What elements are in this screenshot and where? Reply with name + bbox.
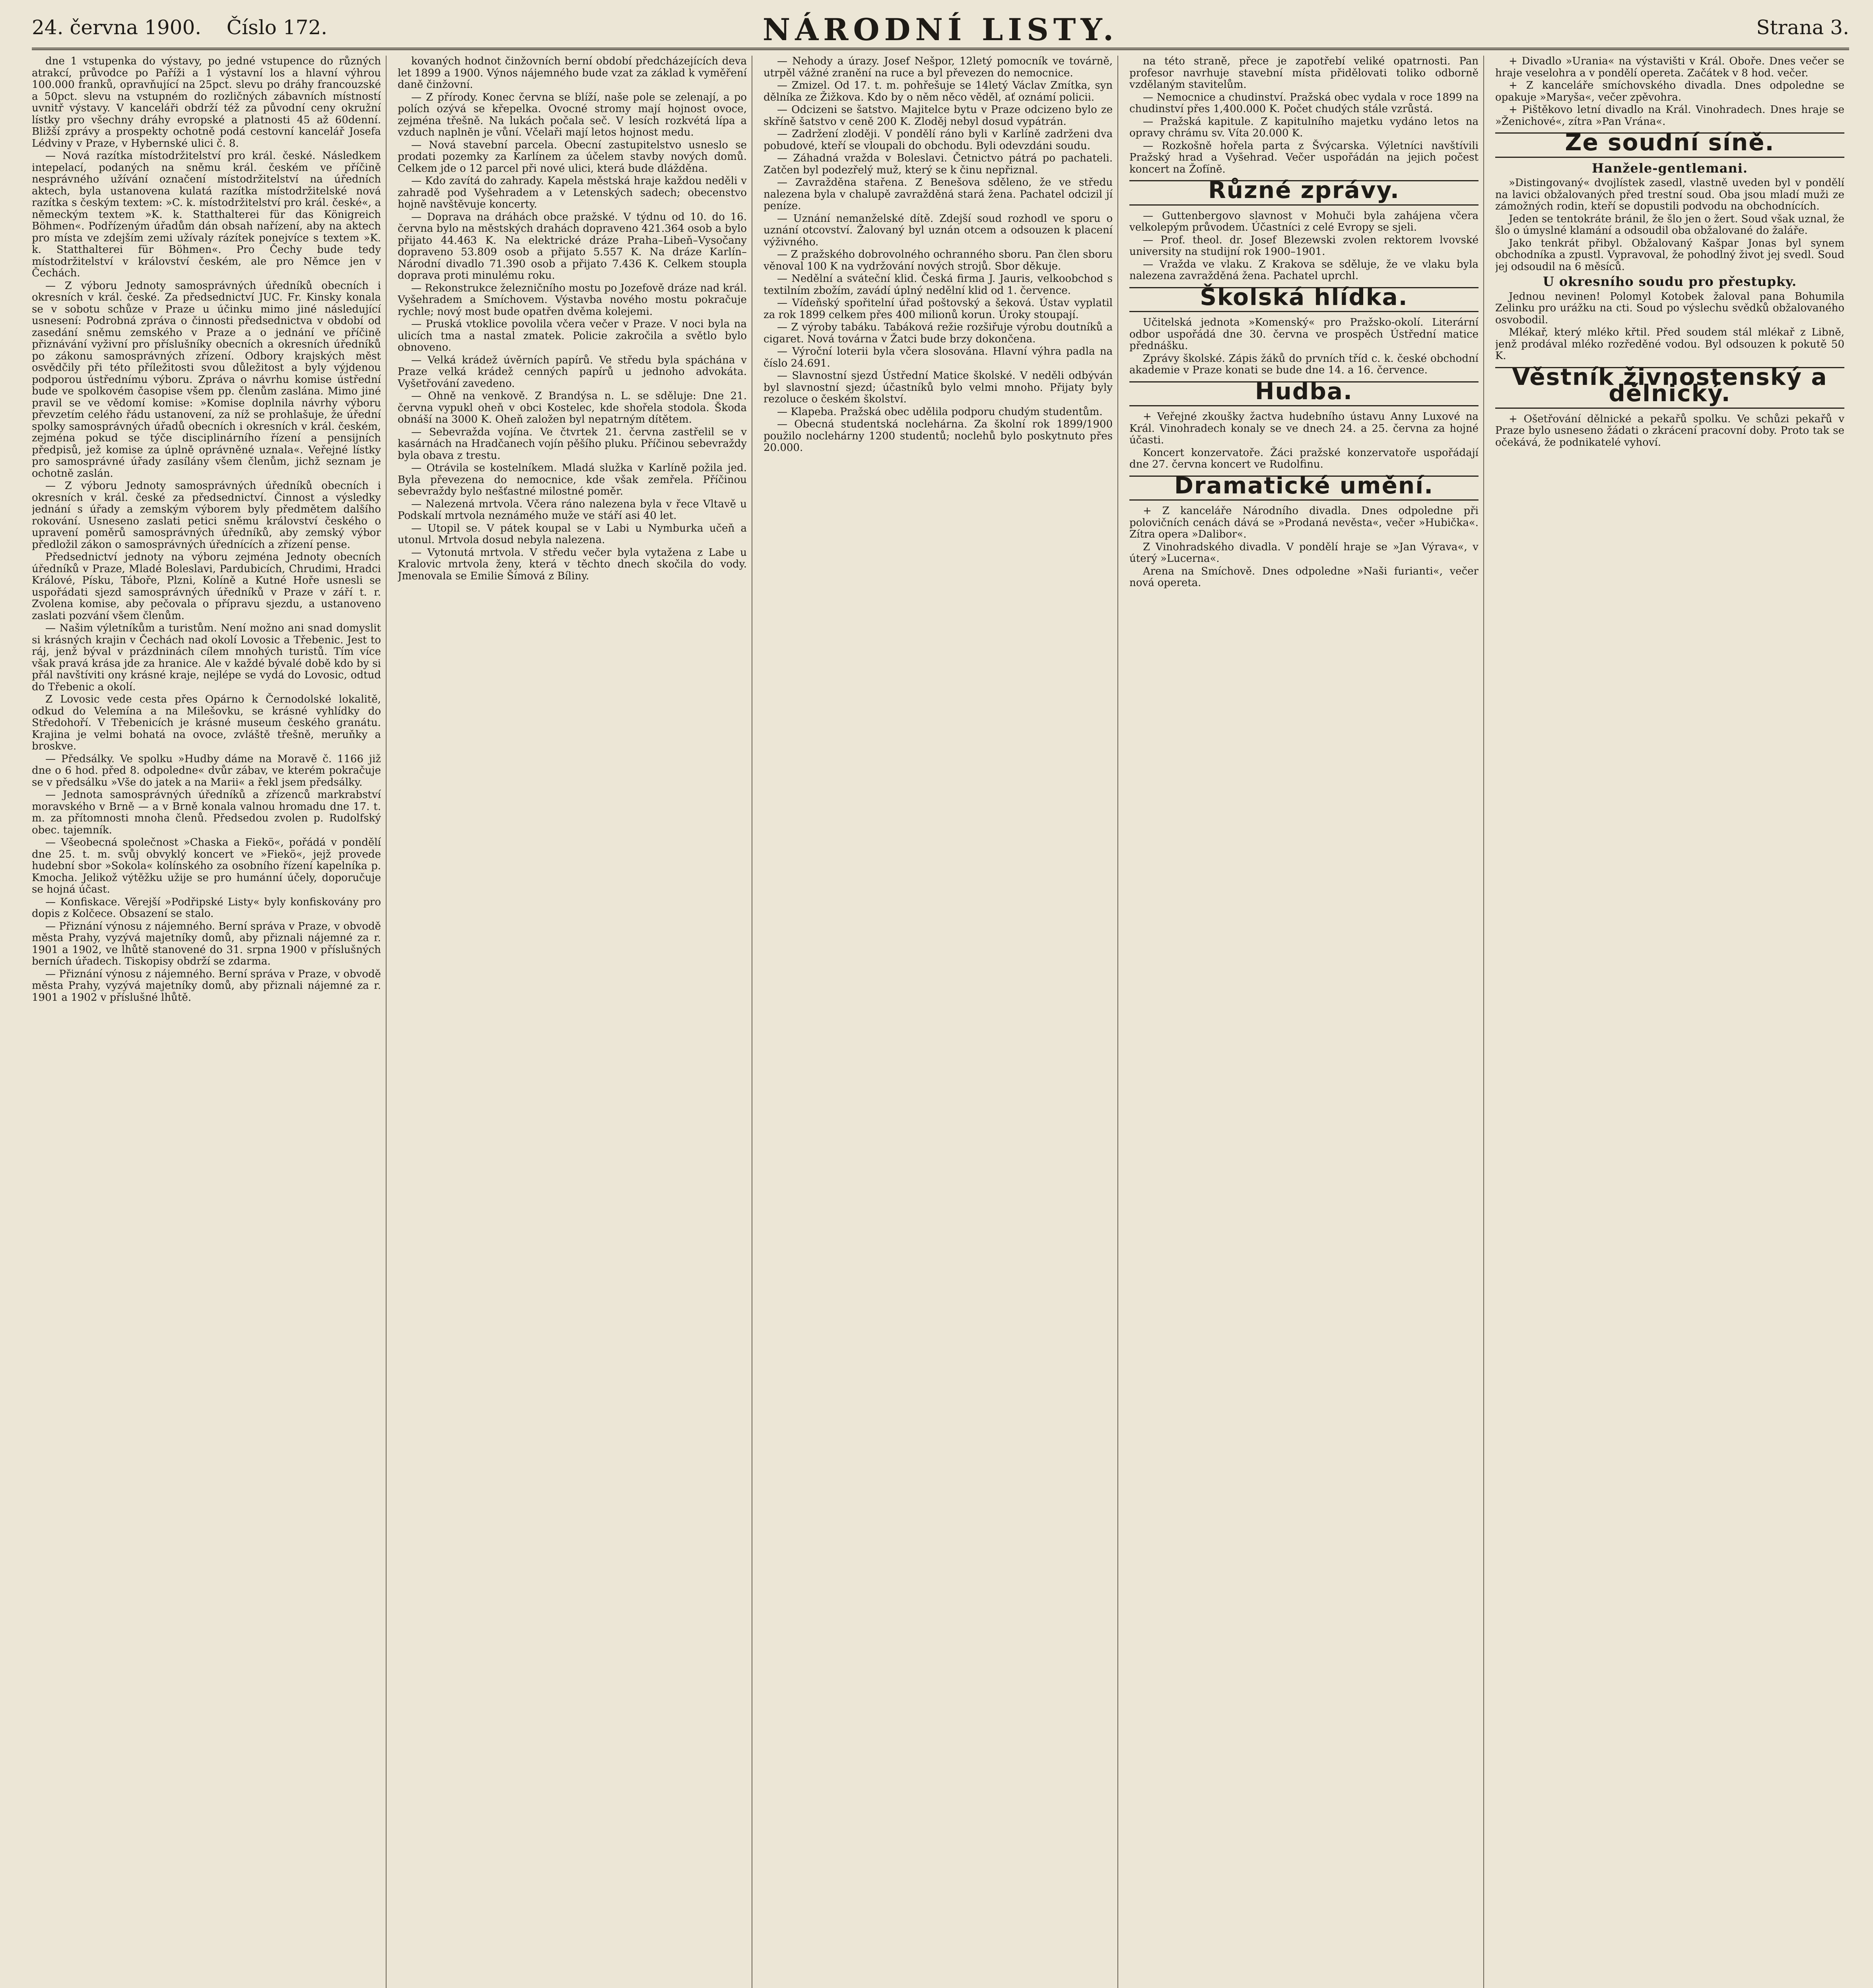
article-paragraph: — Nalezená mrtvola. Včera ráno nalezena byla v řece Vltavě u Podskalí mrtvola neznámého muže ve stáří asi 40 let. xyxy=(398,498,747,522)
article-paragraph: — Záhadná vražda v Boleslavi. Četnictvo pátrá po pachateli. Zatčen byl podezřelý muž, který se k činu nepřiznal. xyxy=(764,152,1113,176)
issue-number: Číslo 172. xyxy=(226,16,328,39)
article-paragraph: — Nemocnice a chudinství. Pražská obec vydala v roce 1899 na chudinství přes 1,400.000 K. Počet chudých stále vzrůstá. xyxy=(1129,91,1479,115)
section-heading xyxy=(1495,363,1844,409)
article-paragraph: — Vytonutá mrtvola. V středu večer byla vytažena z Labe u Kralovic mrtvola ženy, která v těchto dnech skočila do vody. Jmenovala se Emilie Šímová z Bíliny. xyxy=(398,546,747,582)
article-paragraph: + Divadlo »Urania« na výstavišti v Král. Oboře. Dnes večer se hraje veselohra a v pondělí opereta. Začátek v 8 hod. večer. xyxy=(1495,56,1844,79)
article-paragraph: + Ošetřování dělnické a pekařů spolku. Ve schůzi pekařů v Praze bylo usneseno žádati o zkrácení pracovní doby. Proto tak se očekává, že podnikatelé vyhoví. xyxy=(1495,413,1844,448)
article-paragraph: — Velká krádež úvěrních papírů. Ve středu byla spáchána v Praze velká krádež cenných papírů u jednoho advokáta. Vyšetřování zavedeno. xyxy=(398,354,747,390)
article-paragraph: Arena na Smíchově. Dnes odpoledne »Naši furianti«, večer nová opereta. xyxy=(1129,565,1479,589)
article-paragraph: — Obecná studentská noclehárna. Za školní rok 1899/1900 použilo noclehárny 1200 studentů; noclehů bylo poskytnuto přes 20.000. xyxy=(764,418,1113,454)
article-paragraph: — Vražda ve vlaku. Z Krakova se sděluje, že ve vlaku byla nalezena zavražděná žena. Pachatel uprchl. xyxy=(1129,258,1479,282)
article-paragraph: + Z kanceláře Národního divadla. Dnes odpoledne při polovičních cenách dává se »Prodaná nevěsta«, večer »Hubička«. Zítra opera »Dalibor«. xyxy=(1129,505,1479,540)
article-subheading: U okresního soudu pro přestupky. xyxy=(1543,274,1797,289)
article-paragraph: Mlékař, který mléko křtil. Před soudem stál mlékař z Libně, jenž prodával mléko rozředěné vodou. Byl odsouzen k pokutě 50 K. xyxy=(1495,326,1844,362)
newspaper-title: NÁRODNÍ LISTY. xyxy=(762,12,1119,47)
article-paragraph: — Zmizel. Od 17. t. m. pohřešuje se 14letý Václav Zmítka, syn dělníka ze Žižkova. Kdo by o něm něco věděl, ať oznámí policii. xyxy=(764,80,1113,103)
article-paragraph: Zprávy školské. Zápis žáků do prvních tříd c. k. české obchodní akademie v Praze konati se bude dne 14. a 16. července. xyxy=(1129,352,1479,376)
article-paragraph: — Rekonstrukce železničního mostu po Jozefově dráze nad král. Vyšehradem a Smíchovem. Výstavba nového mostu pokračuje rychle; nový most bude opatřen dvěma kolejemi. xyxy=(398,282,747,318)
column-2 xyxy=(398,56,752,1988)
article-paragraph: + Veřejné zkoušky žactva hudebního ústavu Anny Luxové na Král. Vinohradech konaly se ve dnech 24. a 25. června za hojné účasti. xyxy=(1129,411,1479,446)
article-paragraph: — Nedělní a sváteční klid. Česká firma J. Jauris, velkoobchod s textilním zbožím, zavádí úplný nedělní klid od 1. července. xyxy=(764,273,1113,297)
article-paragraph: — Sebevražda vojína. Ve čtvrtek 21. června zastřelil se v kasárnách na Hradčanech vojín pěšího pluku. Příčinou sebevraždy byla obava z trestu. xyxy=(398,426,747,462)
section-heading-text: Věstník živnostenský a dělnický. xyxy=(1512,363,1828,407)
article-paragraph: Jako tenkrát přibyl. Obžalovaný Kašpar Jonas byl synem obchodníka a zpustl. Vypravoval, že pohodlný život jej svedl. Soud jej odsoudil na 6 měsíců. xyxy=(1495,237,1844,273)
article-paragraph: Učitelská jednota »Komenský« pro Pražsko-okolí. Literární odbor uspořádá dne 30. června ve prospěch Ústřední matice přednášku. xyxy=(1129,316,1479,352)
article-paragraph: — Z pražského dobrovolného ochranného sboru. Pan člen sboru věnoval 100 K na vydržování nových strojů. Sbor děkuje. xyxy=(764,248,1113,272)
article-paragraph: — Jednota samosprávných úředníků a zřízenců markrabství moravského v Brně — a v Brně konala valnou hromadu dne 17. t. m. za přítomnosti mnoha členů. Předsedou zvolen p. Rudolfský obec. tajemník. xyxy=(32,789,381,836)
article-paragraph: Koncert konzervatoře. Žáci pražské konzervatoře uspořádají dne 27. června koncert ve Rudolfinu. xyxy=(1129,447,1479,470)
column-3 xyxy=(764,56,1118,1988)
section-heading xyxy=(1129,377,1479,407)
section-heading-text: Ze soudní síně. xyxy=(1565,129,1775,156)
article-paragraph: Z Vinohradského divadla. V pondělí hraje se »Jan Výrava«, v úterý »Lucerna«. xyxy=(1129,541,1479,565)
article-subheading: Hanžele-gentlemani. xyxy=(1591,160,1748,176)
page-number: Strana 3. xyxy=(1756,16,1849,39)
article-paragraph: — Přiznání výnosu z nájemného. Berní správa v Praze, v obvodě města Prahy, vyzývá majetníky domů, aby přiznali nájemné za r. 1901 a 1902 v příslušné lhůtě. xyxy=(32,968,381,1004)
article-paragraph: Předsednictví jednoty na výboru zejména Jednoty obecních úředníků v Praze, Mladé Boleslavi, Pardubicích, Chrudimi, Hradci Králové, Písku, Táboře, Plzni, Kolíně a Kutné Hoře usnesli se uspořádati sjezd samosprávných úředníků v Praze v září t. r. Zvolena komise, aby pečovala o přípravu sjezdu, a ustanoveno zaslati pozvání všem členům. xyxy=(32,551,381,622)
section-heading-text: Školská hlídka. xyxy=(1200,283,1408,311)
article-paragraph: — Z výboru Jednoty samosprávných úředníků obecních i okresních v král. české. Za předsednictví JUC. Fr. Kinsky konala se v sobotu schůze v Praze u účinku mimo jiné následující usnesení: Podrobná zpráva o činnosti předsednictva v období od zasedání sněmu zemského v Praze a o jednání ve příčině přiznávání vyživní pro příslušníky obecních a okresních úředníků po zákonu samosprávných zřízení. Odbory krajských měst osvědčily při této příležitosti svou důležitost a byly výjdenou podporou ústřednímu výboru. Zpráva o návrhu komise ústřední bude ve spolkovém časopise všem pp. členům zaslána. Mimo jiné pravil se ve vědomí komise: »Komise doplnila návrhy výboru převzetím celého řádu ustanovení, za níž se prohlašuje, že úřední spolky samosprávných úřadů obecních i okresních v král. českém, zejména pokud se týče disciplinárního řízení a pensijních předpisů, jež komise za úplně oprávněné uznala«. Veřejné lístky pro samosprávné úřady zasílány všem členům, jichž seznam je ochotně zaslán. xyxy=(32,280,381,480)
article-paragraph: — Našim výletníkům a turistům. Není možno ani snad domyslit si krásných krajin v Čechách nad okolí Lovosic a Třebenic. Jest to ráj, jenž býval v prázdninách cílem mnohých turistů. Tím více však pravá krása jde za hranice. Ale v každé bývalé době kdo by si přál navštíviti ony krásné kraje, nejlépe se vydá do Lovosic, odtud do Třebenic a okolí. xyxy=(32,622,381,693)
date-text: 24. června 1900. xyxy=(32,16,202,39)
article-paragraph: — Všeobecná společnost »Chaska a Fiekö«, pořádá v pondělí dne 25. t. m. svůj obvyklý koncert ve »Fiekö«, jejž provede hudební sbor »Sokola« kolínského za osobního řízení kapelníka p. Kmocha. Jelikož výtěžku užije se pro humánní účely, doporučuje se hojná účast. xyxy=(32,837,381,895)
article-paragraph: — Předsálky. Ve spolku »Hudby dáme na Moravě č. 1166 již dne o 6 hod. před 8. odpoledne« dvůr zábav, ve kterém pokračuje se v předsálku »Vše do jatek a na Marii« a řekl jsem předsálky. xyxy=(32,753,381,788)
article-paragraph: — Uznání nemanželské dítě. Zdejší soud rozhodl ve sporu o uznání otcovství. Žalovaný byl uznán otcem a odsouzen k placení výživného. xyxy=(764,212,1113,248)
section-heading-text: Různé zprávy. xyxy=(1208,177,1400,204)
article-paragraph: Jednou nevinen! Polomyl Kotobek žaloval pana Bohumila Zelinku pro urážku na cti. Soud po výslechu svědků obžalovaného osvobodil. xyxy=(1495,290,1844,326)
section-heading-text: Dramatické umění. xyxy=(1174,472,1434,499)
article-paragraph: + Pištěkovo letní divadlo na Král. Vinohradech. Dnes hraje se »Ženichové«, zítra »Pan Vrána«. xyxy=(1495,104,1844,128)
column-1 xyxy=(32,56,387,1988)
article-paragraph: »Distingovaný« dvojlístek zasedl, vlastně uveden byl v pondělí na lavici obžalovaných před trestní soud. Oba jsou mladí muži ze zámožných rodin, kteří se dopustili podvodu na obchodnících. xyxy=(1495,177,1844,212)
article-paragraph: — Odcizeni se šatstvo. Majitelce bytu v Praze odcizeno bylo ze skříně šatstvo v ceně 200 K. Zloděj nebyl dosud vypátrán. xyxy=(764,104,1113,128)
article-paragraph: — Nová razítka místodržitelství pro král. české. Následkem intepelací, podaných na sněmu král. českém ve příčině nesprávného užívání označení místodržitelství na úředních aktech, byla ustanovena kulatá razítka místodržitelské nová razítka s českým textem: »C. k. místodržitelství pro král. české«, a německým textem »K. k. Statthalterei für das Königreich Böhmen«. Podřízeným úřadům dán obsah nařízení, aby na aktech pro místa ve zdejším zemi užívaly rázítek ponejvíce s textem »K. k. Statthalterei für Böhmen«. Pro Čechy bude tedy místodržitelství v království českém, ale pro Němce jen v Čechách. xyxy=(32,150,381,279)
article-paragraph: — Zadržení zloději. V pondělí ráno byli v Karlíně zadrženi dva pobudové, kteří se vloupali do obchodu. Byli odevzdáni soudu. xyxy=(764,128,1113,152)
article-paragraph: — Prof. theol. dr. Josef Blezewski zvolen rektorem lvovské university na studijní rok 1900–1901. xyxy=(1129,234,1479,258)
article-paragraph: — Konfiskace. Věrejší »Podřipské Listy« byly konfiskovány pro dopis z Kolčece. Obsazení se stalo. xyxy=(32,896,381,920)
article-paragraph: — Výroční loterii byla včera slosována. Hlavní výhra padla na číslo 24.691. xyxy=(764,346,1113,369)
column-4 xyxy=(1129,56,1484,1988)
article-paragraph: na této straně, přece je zapotřebí veliké opatrnosti. Pan profesor navrhuje stavební místa přidělovati toliko odborně vzdělaným stavitelům. xyxy=(1129,56,1479,91)
article-paragraph: — Otrávila se kostelníkem. Mladá služka v Karlíně požila jed. Byla převezena do nemocnice, kde však zemřela. Příčinou sebevraždy bylo nešťastné milostné poměr. xyxy=(398,462,747,497)
article-paragraph: Jeden se tentokráte bránil, že šlo jen o žert. Soud však uznal, že šlo o úmyslné klamání a odsoudil oba obžalované do žaláře. xyxy=(1495,213,1844,237)
article-paragraph: — Guttenbergovo slavnost v Mohuči byla zahájena včera velkolepým průvodem. Účastníci z celé Evropy se sjeli. xyxy=(1129,210,1479,233)
article-paragraph: — Kdo zavítá do zahrady. Kapela městská hraje každou neděli v zahradě pod Vyšehradem a v Letenských sadech; obecenstvo hojně navštěvuje koncerty. xyxy=(398,175,747,210)
section-heading xyxy=(1129,472,1479,501)
column-5 xyxy=(1495,56,1849,1988)
section-heading xyxy=(1129,283,1479,313)
article-paragraph: — Vídeňský spořitelní úřad poštovský a šeková. Ústav vyplatil za rok 1899 celkem přes 400 milionů korun. Úroky stoupají. xyxy=(764,297,1113,321)
article-paragraph: — Pražská kapitule. Z kapitulního majetku vydáno letos na opravy chrámu sv. Víta 20.000 K. xyxy=(1129,115,1479,139)
article-paragraph: — Ohně na venkově. Z Brandýsa n. L. se sděluje: Dne 21. června vypukl oheň v obci Kostelec, kde shořela stodola. Škoda obnáší na 3000 K. Oheň založen byl nepatrným dítětem. xyxy=(398,390,747,425)
article-paragraph: — Rozkošně hořela parta z Švýcarska. Výletníci navštívili Pražský hrad a Vyšehrad. Večer uspořádán na jejich počest koncert na Žofíně. xyxy=(1129,140,1479,175)
article-paragraph: + Z kanceláře smíchovského divadla. Dnes odpoledne se opakuje »Maryša«, večer zpěvohra. xyxy=(1495,80,1844,103)
article-paragraph: — Klapeba. Pražská obec udělila podporu chudým studentům. xyxy=(777,406,1103,418)
article-paragraph: — Přiznání výnosu z nájemného. Berní správa v Praze, v obvodě města Prahy, vyzývá majetníky domů, aby přiznali nájemné za r. 1901 a 1902, ve lhůtě stanovené do 31. srpna 1900 v příslušných berních úřadech. Tiskopisy obdrží se zdarma. xyxy=(32,920,381,967)
article-paragraph: kovaných hodnot činžovních berní období předcházejících deva let 1899 a 1900. Výnos nájemného bude vzat za základ k vyměření daně činžovní. xyxy=(398,56,747,91)
article-paragraph: — Slavnostní sjezd Ústřední Matice školské. V neděli odbýván byl slavnostní sjezd; účastníků bylo velmi mnoho. Přijaty byly rezoluce o českém školství. xyxy=(764,370,1113,405)
article-paragraph: dne 1 vstupenka do výstavy, po jedné vstupence do různých atrakcí, průvodce po Paříži a 1 výstavní los a hlavní výhrou 100.000 franků, opravňující na 25pct. slevu po dráhy francouzské a 50pct. slevu na vstupném do rozličných zábavních místností uvnitř výstavy. V kanceláři obdrží též za původní ceny okružní lístky pro všechny dráhy evropské a platnosti 45 až 60denní. Bližší zprávy a prospekty ochotně podá cestovní kancelář Josefa Lédviny v Praze, v Hybernské ulici č. 8. xyxy=(32,56,381,149)
article-paragraph: — Z výboru Jednoty samosprávných úředníků obecních i okresních v král. české za předsednictví. Činnost a výsledky jednání s úřady a zemským výborem byly předmětem dalšího rokování. Usneseno zaslati petici sněmu království českého o upravení poměrů samosprávných úředníků, aby zemský výbor předložil zákon o samosprávných úřednících a zřízení pense. xyxy=(32,480,381,551)
article-paragraph: — Nehody a úrazy. Josef Nešpor, 12letý pomocník ve továrně, utrpěl vážné zranění na ruce a byl převezen do nemocnice. xyxy=(764,56,1113,79)
section-heading-text: Hudba. xyxy=(1255,377,1353,405)
section-heading xyxy=(1129,177,1479,206)
masthead xyxy=(32,12,1849,50)
article-paragraph: — Z přírody. Konec června se blíží, naše pole se zelenají, a po polích ozývá se křepelka. Ovocné stromy mají hojnost ovoce, zejména třešně. Na lukách počala seč. V lesích rozkvétá lípa a vzduch naplněn je vůní. Včelaři mají letos hojnost medu. xyxy=(398,91,747,138)
article-paragraph: — Nová stavební parcela. Obecní zastupitelstvo usneslo se prodati pozemky za Karlínem za účelem stavby nových domů. Celkem jde o 12 parcel při nové ulici, která bude dlážděna. xyxy=(398,139,747,175)
section-heading xyxy=(1495,129,1844,158)
article-paragraph: — Z výroby tabáku. Tabáková režie rozšiřuje výrobu doutníků a cigaret. Nová továrna v Žatci bude brzy dokončena. xyxy=(764,321,1113,345)
article-paragraph: — Pruská vtoklice povolila včera večer v Praze. V noci byla na ulicích tma a nastal zmatek. Policie zakročila a světlo bylo obnoveno. xyxy=(398,318,747,353)
article-paragraph: — Utopil se. V pátek koupal se v Labi u Nymburka učeň a utonul. Mrtvola dosud nebyla nalezena. xyxy=(398,522,747,546)
article-paragraph: — Zavražděna stařena. Z Benešova sděleno, že ve středu nalezena byla v chalupě zavražděná stará žena. Pachatel odcizil jí peníze. xyxy=(764,177,1113,212)
article-paragraph: Z Lovosic vede cesta přes Opárno k Černodolské lokalitě, odkud do Velemína a na Milešovku, se krásné vyhlídky do Středohoří. V Třebenicích je krásné museum českého granátu. Krajina je velmi bohatá na ovoce, zvláště třešně, meruňky a broskve. xyxy=(32,693,381,752)
article-paragraph: — Doprava na dráhách obce pražské. V týdnu od 10. do 16. června bylo na městských drahách dopraveno 421.364 osob a bylo přijato 44.463 K. Na elektrické dráze Praha–Libeň–Vysočany dopraveno 53.809 osob a přijato 5.557 K. Na dráze Karlín–Národní divadlo 71.390 osob a přijato 7.436 K. Celkem stoupla doprava proti minulému roku. xyxy=(398,211,747,282)
